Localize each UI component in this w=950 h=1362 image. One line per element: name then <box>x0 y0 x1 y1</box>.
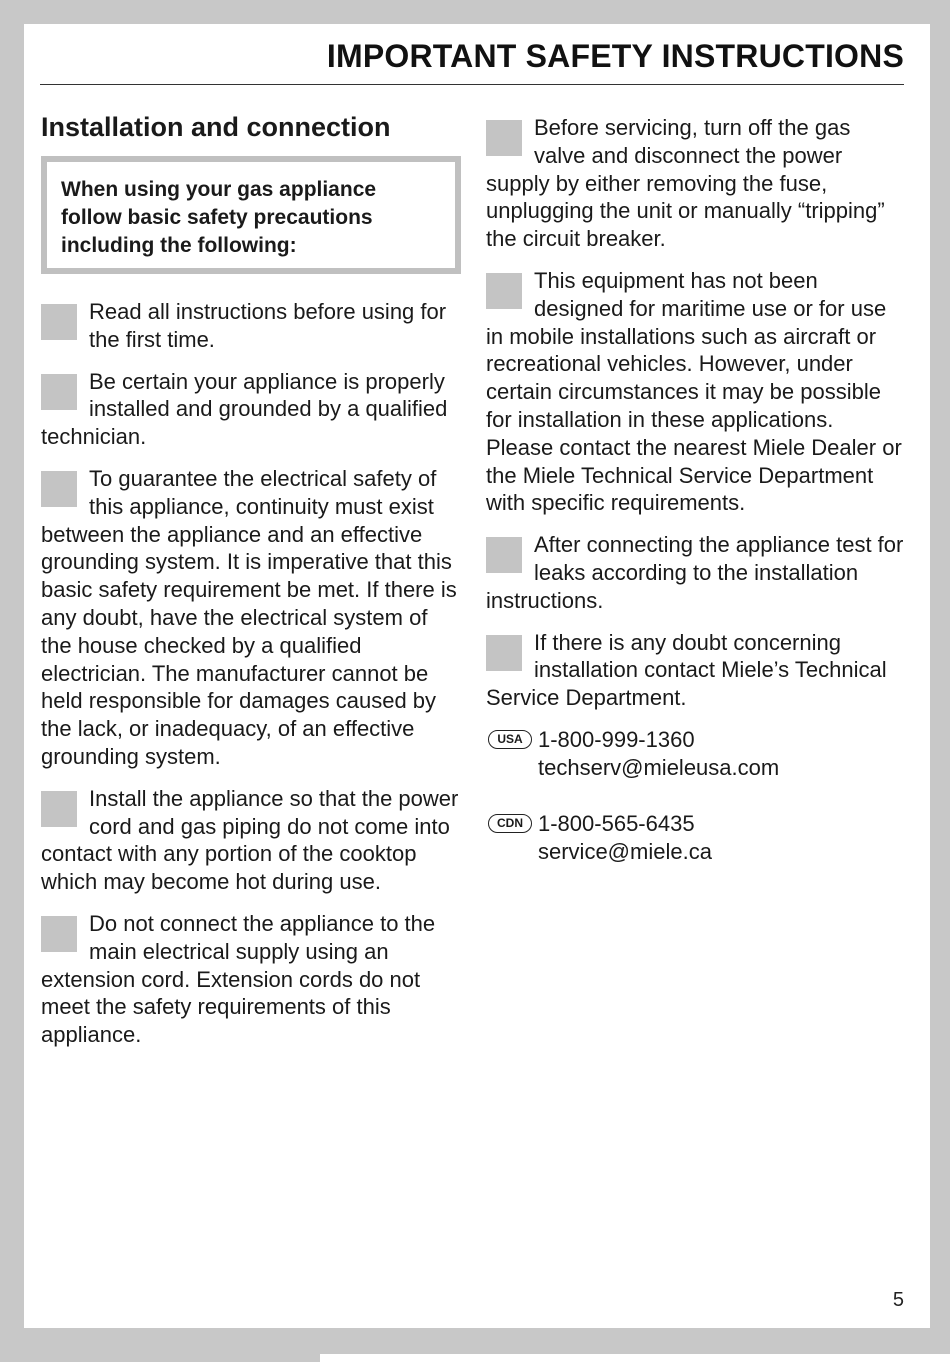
contact-email: techserv@mieleusa.com <box>538 754 780 780</box>
cdn-badge-icon: CDN <box>488 814 532 833</box>
instruction-text-rest: exist between the appliance and an effective grounding system. It is imperative that this basic safety requirement be met. If there is any doubt, have the electrical system of the house checked by a qualified electrician. The manufacturer cannot be held responsible for damages caused by the lack, or inadequacy, of an effective grounding system. <box>41 493 457 769</box>
instruction-text-first: If there is any doubt concerning installation contact Miele’s <box>534 629 841 683</box>
bullet-square-icon <box>41 374 77 410</box>
instruction-text-first: Before servicing, turn off the gas valve and disconnect the power <box>534 115 851 168</box>
instruction-text-rest: a qualified technician. <box>41 396 448 450</box>
bullet-square-icon <box>41 791 77 827</box>
bullet-square-icon <box>41 916 77 952</box>
page-header-title: IMPORTANT SAFETY INSTRUCTIONS <box>326 38 904 74</box>
section-title: Installation and connection <box>41 112 391 142</box>
instruction-text-first: Read all instructions before using for the first time. <box>89 299 447 352</box>
contact-phone: 1-800-565-6435 <box>538 810 695 836</box>
contact-email: service@miele.ca <box>538 838 712 864</box>
instruction-text-rest: use in mobile installations such as aircraft or recreational vehicles. However, under certain circumstances it may be possible for installation in these applications. Please contact the nearest Miele Dealer or the Miele Technical Service Department with specific requirements. <box>486 295 902 516</box>
instruction-text-rest: supply by either removing the fuse, unplugging the unit or manually “tripping” the circuit breaker. <box>486 170 885 252</box>
instruction-item <box>41 785 461 896</box>
contact-usa <box>486 726 906 782</box>
document-page <box>24 24 930 1328</box>
instruction-item <box>486 267 906 517</box>
bullet-square-icon <box>41 471 77 507</box>
left-column <box>41 110 461 1063</box>
instruction-text-first: Do not connect the appliance to the main electrical supply using an <box>89 910 436 964</box>
instruction-text-first: After connecting the appliance test for leaks according to the <box>534 532 904 585</box>
bullet-square-icon <box>486 537 522 573</box>
instruction-text-first: Be certain your appliance is properly installed and grounded by <box>89 368 445 422</box>
bullet-square-icon <box>486 273 522 309</box>
bullet-square-icon <box>486 120 522 156</box>
contact-canada <box>486 810 906 866</box>
instruction-item <box>486 531 906 614</box>
instruction-item <box>41 298 461 354</box>
instruction-item <box>41 465 461 771</box>
page-edge-strip <box>320 1354 950 1362</box>
instruction-text-first: To guarantee the electrical safety of this appliance, continuity must <box>89 465 437 519</box>
bullet-square-icon <box>486 635 522 671</box>
instruction-text-first: This equipment has not been designed for maritime use or for <box>534 267 851 321</box>
page-number: 5 <box>892 1289 904 1311</box>
instruction-text-first: Install the appliance so that the power cord and gas piping do not <box>89 785 459 839</box>
instruction-item <box>41 368 461 451</box>
safety-notice-box <box>41 156 461 274</box>
usa-badge-icon: USA <box>488 730 532 749</box>
right-column <box>486 114 906 894</box>
bullet-square-icon <box>41 304 77 340</box>
instruction-item <box>41 910 461 1049</box>
contact-phone: 1-800-999-1360 <box>538 726 695 752</box>
safety-notice-text: When using your gas appliance follow basic safety precautions including the following: <box>61 178 377 257</box>
instruction-item <box>486 629 906 712</box>
instruction-text-rest: extension cord. Extension cords do not meet the safety requirements of this appliance. <box>41 966 421 1048</box>
instruction-item <box>486 114 906 253</box>
instruction-text-rest: come into contact with any portion of the cooktop which may become hot during use. <box>41 813 450 895</box>
instruction-text-rest: Technical Service Department. <box>486 657 887 711</box>
header-divider <box>40 84 904 85</box>
instruction-text-rest: installation instructions. <box>486 559 859 613</box>
